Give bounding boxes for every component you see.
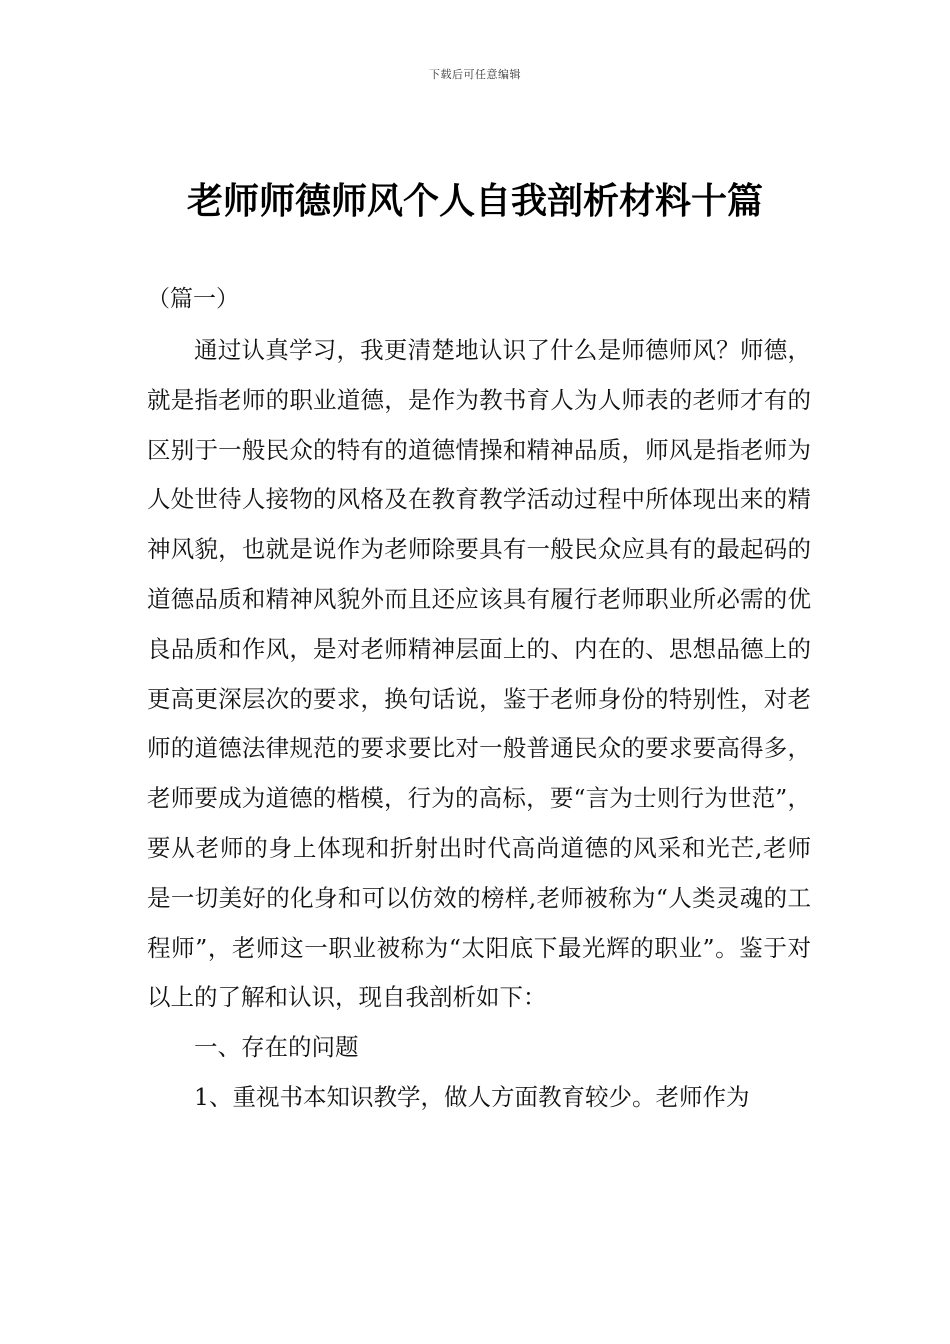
document-title: 老师师德师风个人自我剖析材料十篇 (186, 181, 763, 222)
section-label: （篇一） (147, 286, 239, 312)
document-body (147, 326, 811, 1123)
paragraph-heading-problems: 一、存在的问题 (194, 1033, 359, 1062)
paragraph-item-1: 1、重视书本知识教学，做人方面教育较少。老师作为 (194, 1082, 750, 1111)
header-note: 下载后可任意编辑 (429, 68, 521, 81)
paragraph-intro: 通过认真学习，我更清楚地认识了什么是师德师风？师德，就是指老师的职业道德，是作为教书育人为人师表的老师才有的区别于一般民众的特有的道德情操和精神品质，师风是指老师为人处世待人接物的风格及在教育教学活动过程中所体现出来的精神风貌，也就是说作为老师除要具有一般民众应具有的最起码的道德品质和精神风貌外而且还应该具有履行老师职业所必需的优良品质和作风，是对老师精神层面上的、内在的、思想品德上的更高更深层次的要求，换句话说，鉴于老师身份的特别性，对老师的道德法律规范的要求要比对一般普通民众的要求要高得多，老师要成为道德的楷模，行为的高标，要“言为士则行为世范”，要从老师的身上体现和折射出时代高尚道德的风采和光芒,老师是一切美好的化身和可以仿效的榜样,老师被称为“人类灵魂的工程师”，老师这一职业被称为“太阳底下最光辉的职业”。鉴于对以上的了解和认识，现自我剖析如下： (147, 336, 811, 1012)
